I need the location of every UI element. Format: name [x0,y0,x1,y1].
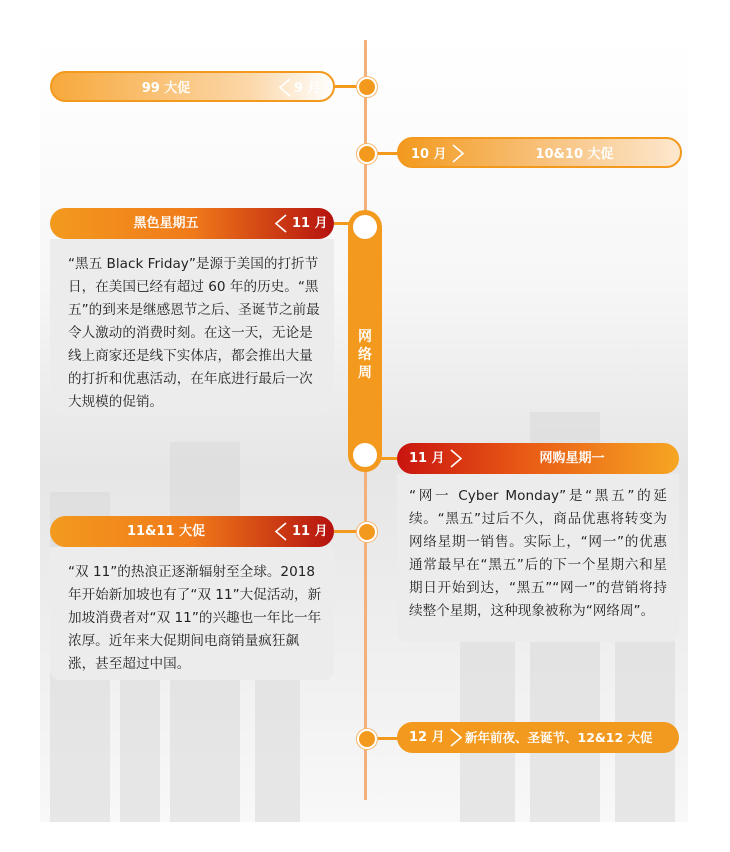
connector-1111 [334,530,358,533]
timeline-dot-12 [357,729,377,749]
week-start-ring [353,215,377,239]
event-label: 新年前夜、圣诞节、12&12 大促 [465,730,653,745]
event-1111-header [50,516,334,547]
1111-description [50,547,334,680]
description-text: “网一 Cyber Monday”是“黑五”的延续。“黑五”过后不久，商品优惠将转变为网络星期一销售。实际上，“网一”的优惠通常最早在“黑五”后的下一个星期六和星期日开始到达，“黑五”“网一”的营销将持续整个星期，这种现象被称为“网络周”。 [409,488,667,619]
event-label: 10&10 大促 [535,147,614,162]
description-text: “双 11”的热浪正逐渐辐射至全球。2018 年开始新加坡也有了“双 11”大促活动，新加坡消费者对“双 11”的兴趣也一年比一年浓厚。近年来大促期间电商销量疯狂飙涨，甚至超过中国。 [68,564,322,672]
month-label: 11 月 [292,524,328,539]
event-label: 黑色星期五 [133,216,199,231]
event-cyber-monday-header [397,443,679,474]
chevron-right-icon [449,449,463,468]
black-friday-description [50,239,334,414]
month-label: 10 月 [411,147,447,162]
chevron-right-icon [451,144,465,163]
timeline-dot-1111 [357,522,377,542]
month-label: 11 月 [292,216,328,231]
month-label: 11 月 [409,451,445,466]
event-99-header [50,71,335,102]
month-label: 9 月 [294,81,321,96]
event-black-friday-header [50,208,334,239]
connector-cyber-monday [381,457,398,460]
connector-9 [335,85,359,88]
timeline-dot-9 [357,77,377,97]
event-1212-header [397,722,679,753]
event-label: 99 大促 [141,81,191,96]
event-label: 网购星期一 [539,451,605,466]
week-label [348,328,382,382]
month-label: 12 月 [409,730,445,745]
cyber-week-bar [348,210,382,472]
description-text: “黑五 Black Friday”是源于美国的打折节日，在美国已经有超过 60 年的历史。“黑五”的到来是继感恩节之后、圣诞节之前最令人激动的消费时刻。在这一天，无论是线上商家还是线下实体店，都会推出大量的打折和优惠活动，在年底进行最后一次大规模的促销。 [68,256,320,410]
cyber-monday-description [397,474,679,642]
chevron-left-icon [278,78,292,97]
event-1010-header [397,137,682,168]
week-end-ring [353,443,377,467]
chevron-left-icon [274,214,288,233]
event-label: 11&11 大促 [126,524,206,539]
timeline-dot-10 [357,144,377,164]
chevron-left-icon [274,522,288,541]
week-label-text: 网络周 [358,329,372,381]
chevron-right-icon [449,728,463,747]
